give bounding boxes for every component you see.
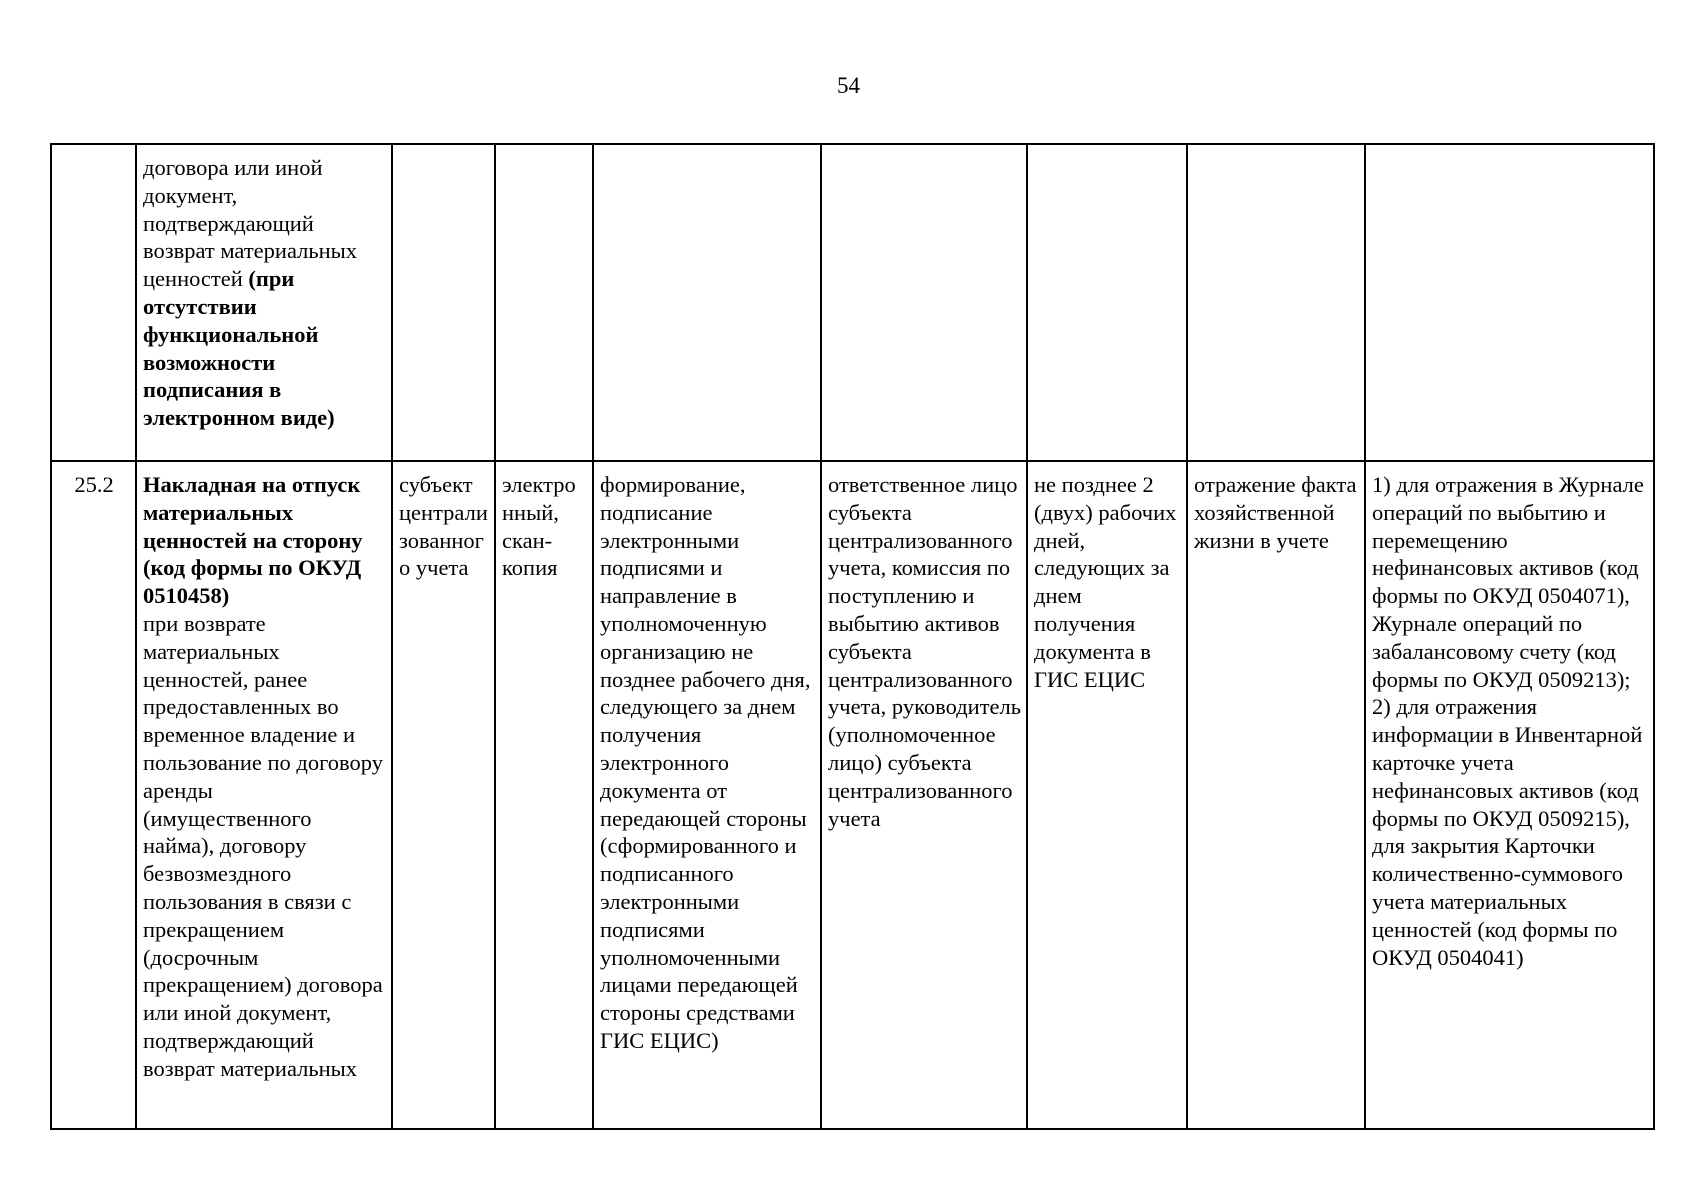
document-condition-bold: (при отсутствии функциональной возможности подписания в электронном виде) <box>143 266 335 431</box>
cell-responsible <box>821 144 1027 461</box>
cell-procedure: формирование, подписание электронными подписями и направление в уполномоченную организацию не позднее рабочего дня, следующего за днем получения электронного документа от передающей стороны (сформированного и подписанного электронными подписями уполномоченными лицами передающей стороны средствами ГИС ЕЦИС) <box>593 461 821 1129</box>
document-text: при возврате материальных ценностей, ранее предоставленных во временное владение и пользование по договору аренды (имущественного найма), договору безвозмездного пользования в связи с прекращением (досрочным прекращением) договора или иной документ, подтверждающий возврат материальных <box>143 610 383 1081</box>
cell-procedure <box>593 144 821 461</box>
cell-deadline <box>1027 144 1187 461</box>
notes-item-2: 2) для отражения информации в Инвентарной карточке учета нефинансовых активов (код формы по ОКУД 0509215), для закрытия Карточки количественно-суммового учета материальных ценностей (код формы по ОКУД 0504041) <box>1372 694 1643 970</box>
table-row-25-2 <box>51 461 1654 1129</box>
cell-form: электронный, скан-копия <box>495 461 593 1129</box>
cell-notes <box>1365 461 1654 1129</box>
cell-responsible: ответственное лицо субъекта централизованного учета, комиссия по поступлению и выбытию активов субъекта централизованного учета, руководитель (уполномоченное лицо) субъекта централизованного учета <box>821 461 1027 1129</box>
document-title: Накладная на отпуск материальных ценностей на сторону (код формы по ОКУД 0510458) <box>143 472 363 609</box>
notes-item-1: 1) для отражения в Журнале операций по выбытию и перемещению нефинансовых активов (код формы по ОКУД 0504071), Журнале операций по забалансовому счету (код формы по ОКУД 0509213); <box>1372 472 1644 692</box>
cell-deadline: не позднее 2 (двух) рабочих дней, следующих за днем получения документа в ГИС ЕЦИС <box>1027 461 1187 1129</box>
cell-number <box>51 144 136 461</box>
cell-purpose: отражение факта хозяйственной жизни в учете <box>1187 461 1365 1129</box>
document-table <box>50 143 1655 1130</box>
cell-form <box>495 144 593 461</box>
cell-subject: субъект централизованного учета <box>392 461 495 1129</box>
document-text: договора или иной документ, подтверждающий возврат материальных ценностей <box>143 155 358 292</box>
cell-document <box>136 144 392 461</box>
cell-notes <box>1365 144 1654 461</box>
page-number: 54 <box>837 73 860 98</box>
cell-document <box>136 461 392 1129</box>
cell-number: 25.2 <box>51 461 136 1129</box>
table-row-continuation <box>51 144 1654 461</box>
cell-purpose <box>1187 144 1365 461</box>
cell-subject <box>392 144 495 461</box>
